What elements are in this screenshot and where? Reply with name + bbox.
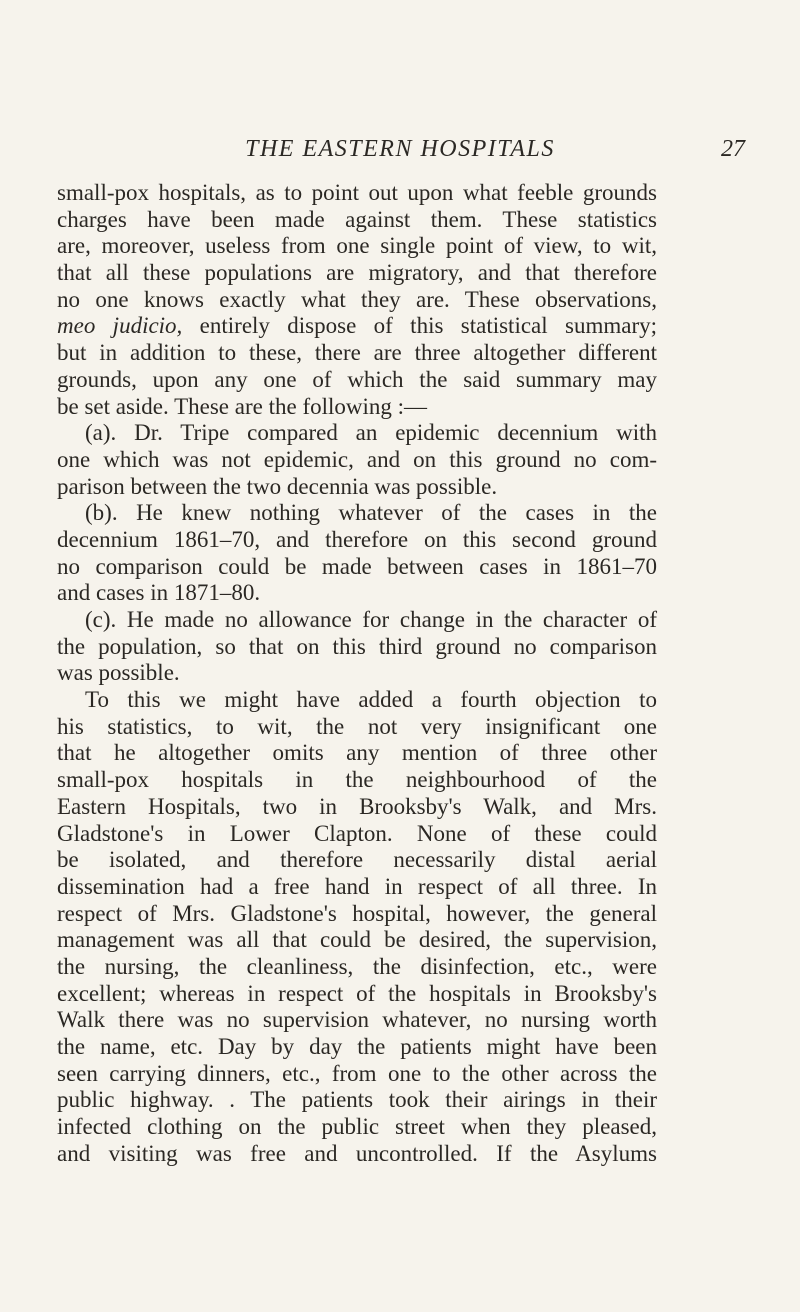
body-text xyxy=(57,180,657,1167)
text-line: no comparison could be made between cases in 1861–70 xyxy=(57,553,657,579)
text-line-rest: entirely dispose of this statistical summary; xyxy=(182,313,657,339)
text-line: seen carrying dinners, etc., from one to the other across the xyxy=(57,1060,657,1086)
text-line: respect of Mrs. Gladstone's hospital, however, the general xyxy=(57,900,657,926)
text-line: management was all that could be desired, the supervision, xyxy=(57,927,657,953)
text-line: grounds, upon any one of which the said summary may xyxy=(57,366,657,392)
text-line: no one knows exactly what they are. These observations, xyxy=(57,286,657,312)
text-line: the name, etc. Day by day the patients might have been xyxy=(57,1034,657,1059)
text-line: parison between the two decennia was possible. xyxy=(57,473,498,499)
text-line: decennium 1861–70, and therefore on this second ground xyxy=(57,526,657,552)
text-line: be isolated, and therefore necessarily distal aerial xyxy=(57,847,657,873)
text-line: small-pox hospitals, as to point out upon what feeble grounds xyxy=(57,180,657,205)
text-line: Gladstone's in Lower Clapton. None of these could xyxy=(57,820,657,846)
text-line: small-pox hospitals in the neighbourhood of the xyxy=(57,767,657,793)
text-line: his statistics, to wit, the not very insignificant one xyxy=(57,713,657,739)
text-line: are, moreover, useless from one single point of view, to wit, xyxy=(57,233,657,259)
text-line: and visiting was free and uncontrolled. If the Asylums xyxy=(57,1140,657,1166)
text-line: (b). He knew nothing whatever of the cases in the xyxy=(85,500,657,526)
text-line: To this we might have added a fourth objection to xyxy=(85,687,657,713)
text-line: that all these populations are migratory, and that therefore xyxy=(57,260,657,286)
text-line: be set aside. These are the following :— xyxy=(57,393,428,419)
text-line: and cases in 1871–80. xyxy=(57,580,261,606)
text-line: that he altogether omits any mention of three other xyxy=(57,740,657,766)
text-line: the population, so that on this third ground no comparison xyxy=(57,633,657,659)
text-line xyxy=(57,313,657,340)
text-line: public highway. . The patients took their airings in their xyxy=(57,1087,657,1113)
text-line: was possible. xyxy=(57,660,180,686)
running-head xyxy=(0,134,800,168)
running-title: THE EASTERN HOSPITALS xyxy=(245,136,555,162)
text-line: excellent; whereas in respect of the hospitals in Brooksby's xyxy=(57,980,657,1006)
text-line: Walk there was no supervision whatever, no nursing worth xyxy=(57,1007,657,1033)
latin-phrase: meo judicio, xyxy=(57,313,183,339)
text-line: but in addition to these, there are three altogether different xyxy=(57,340,657,366)
page-number: 27 xyxy=(721,136,745,162)
text-line: infected clothing on the public street when they pleased, xyxy=(57,1114,657,1140)
text-line: (a). Dr. Tripe compared an epidemic decennium with xyxy=(85,420,657,446)
text-line: one which was not epidemic, and on this ground no com- xyxy=(57,446,657,472)
text-line: charges have been made against them. These statistics xyxy=(57,206,657,232)
text-line: dissemination had a free hand in respect of all three. In xyxy=(57,873,657,899)
text-line: Eastern Hospitals, two in Brooksby's Walk, and Mrs. xyxy=(57,793,657,819)
text-line: the nursing, the cleanliness, the disinfection, etc., were xyxy=(57,953,657,979)
text-line: (c). He made no allowance for change in the character of xyxy=(85,607,657,632)
